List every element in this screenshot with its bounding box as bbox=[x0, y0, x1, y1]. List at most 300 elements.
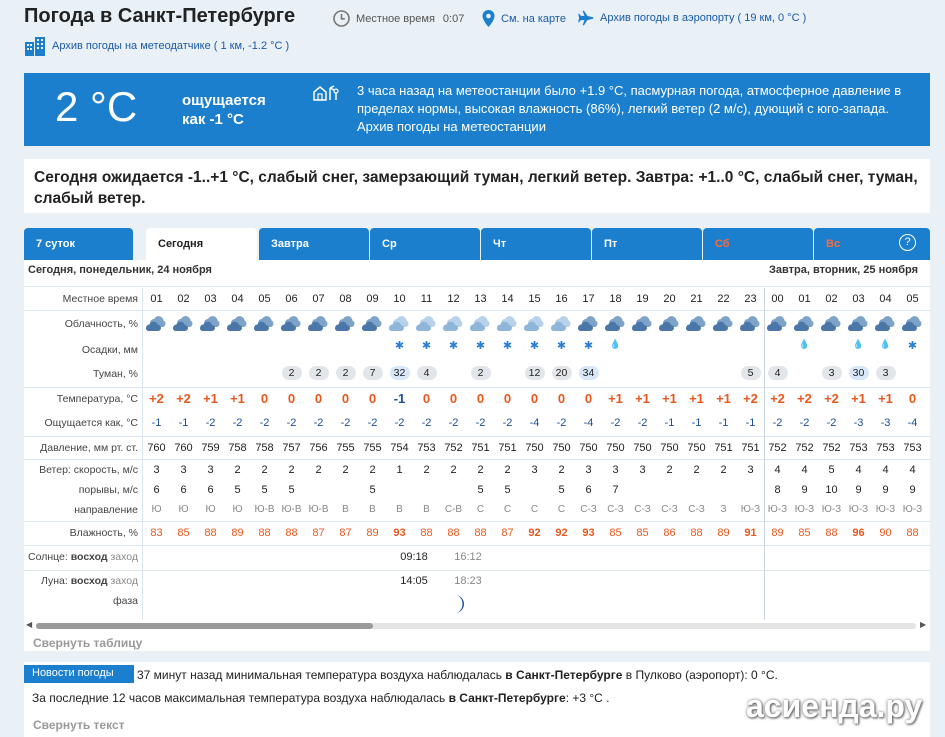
wind-direction-cell: Ю bbox=[205, 504, 216, 515]
row-label-moon bbox=[24, 575, 142, 587]
hour-cell: 01 bbox=[150, 293, 163, 305]
map-link-wrap bbox=[482, 10, 566, 27]
temperature-cell: +2 bbox=[176, 391, 191, 406]
station-link-wrap bbox=[24, 36, 289, 56]
fog-badge: 4 bbox=[417, 366, 437, 380]
overcast-cloud-icon bbox=[360, 313, 385, 333]
fog-cell bbox=[278, 366, 305, 380]
temperature-cell: +1 bbox=[878, 391, 893, 406]
fog-cell bbox=[332, 366, 359, 380]
wind-direction-cell: Ю bbox=[151, 504, 162, 515]
pressure-cell: 758 bbox=[255, 442, 274, 454]
hour-cell: 21 bbox=[690, 293, 703, 305]
wind-direction-cell: С-З bbox=[607, 504, 624, 515]
humidity-cell: 89 bbox=[771, 527, 784, 539]
gusts-cell: 9 bbox=[909, 484, 916, 496]
sunset-time: 16:12 bbox=[454, 551, 482, 563]
pressure-cell: 750 bbox=[687, 442, 706, 454]
overcast-cloud-icon bbox=[792, 313, 817, 333]
hourly-forecast-table bbox=[24, 260, 930, 651]
fog-badge: 30 bbox=[849, 366, 869, 380]
wind-speed-cell: 3 bbox=[612, 464, 619, 476]
humidity-cell: 88 bbox=[285, 527, 298, 539]
temperature-cell: 0 bbox=[422, 391, 431, 406]
wind-speed-cell: 2 bbox=[234, 464, 241, 476]
moon-phase-icon bbox=[448, 594, 464, 614]
gusts-cell: 5 bbox=[504, 484, 511, 496]
moonrise-label: восход bbox=[70, 575, 108, 587]
overcast-cloud-icon bbox=[198, 313, 223, 333]
wind-speed-cell: 2 bbox=[477, 464, 484, 476]
tab-thursday[interactable]: Чт bbox=[481, 228, 591, 260]
station-archive-link[interactable]: Архив погоды на метеодатчике ( 1 км, -1.2 °C ) bbox=[52, 40, 290, 52]
humidity-cell: 91 bbox=[744, 527, 757, 539]
wind-speed-cell: 2 bbox=[558, 464, 565, 476]
temperature-cell: +1 bbox=[608, 391, 623, 406]
fog-cell bbox=[521, 366, 548, 380]
overcast-cloud-icon bbox=[414, 313, 439, 333]
feels-like-cell: -2 bbox=[637, 417, 648, 429]
day-divider bbox=[764, 288, 765, 626]
gusts-cell: 5 bbox=[288, 484, 295, 496]
collapse-table-link[interactable]: Свернуть таблицу bbox=[33, 636, 143, 650]
feels-like-cell: -2 bbox=[367, 417, 378, 429]
hour-cell: 04 bbox=[879, 293, 892, 305]
forecast-summary: Сегодня ожидается -1..+1 °C, слабый снег, замерзающий туман, легкий ветер. Завтра: +1..0 °C, слабый снег, туман, слабый ветер. bbox=[24, 159, 930, 213]
overcast-cloud-icon bbox=[144, 313, 169, 333]
humidity-cell: 93 bbox=[582, 527, 595, 539]
row-divider bbox=[24, 545, 930, 546]
rain-drop-icon: 💧 bbox=[879, 339, 892, 349]
temperature-cell: +1 bbox=[716, 391, 731, 406]
local-time-value: 0:07 bbox=[442, 12, 465, 25]
humidity-cell: 85 bbox=[636, 527, 649, 539]
pressure-cell: 758 bbox=[228, 442, 247, 454]
overcast-cloud-icon bbox=[900, 313, 925, 333]
map-link[interactable]: См. на карте bbox=[501, 12, 566, 25]
fog-badge: 3 bbox=[822, 366, 842, 380]
scroll-thumb[interactable] bbox=[36, 623, 373, 629]
pressure-cell: 753 bbox=[849, 442, 868, 454]
humidity-cell: 85 bbox=[609, 527, 622, 539]
pressure-cell: 752 bbox=[795, 442, 814, 454]
overcast-cloud-icon bbox=[738, 313, 763, 333]
wind-speed-cell: 3 bbox=[180, 464, 187, 476]
hour-cell: 14 bbox=[501, 293, 514, 305]
snow-icon: ✱ bbox=[394, 340, 405, 352]
row-divider bbox=[24, 570, 930, 571]
feels-like-cell: -2 bbox=[772, 417, 783, 429]
feels-like-cell: -1 bbox=[691, 417, 702, 429]
fog-badge: 2 bbox=[309, 366, 329, 380]
humidity-cell: 85 bbox=[177, 527, 190, 539]
fog-badge: 2 bbox=[282, 366, 302, 380]
row-divider bbox=[24, 286, 930, 287]
hour-cell: 07 bbox=[312, 293, 325, 305]
fog-badge: 4 bbox=[768, 366, 788, 380]
overcast-cloud-icon bbox=[171, 313, 196, 333]
hour-cell: 10 bbox=[393, 293, 406, 305]
overcast-cloud-icon bbox=[576, 313, 601, 333]
feels-like-cell: -2 bbox=[286, 417, 297, 429]
moonrise-time: 14:05 bbox=[400, 575, 428, 587]
humidity-cell: 87 bbox=[312, 527, 325, 539]
feels-like-cell: -2 bbox=[205, 417, 216, 429]
snow-icon: ✱ bbox=[529, 340, 540, 352]
fog-badge: 32 bbox=[390, 366, 410, 380]
fog-cell bbox=[359, 366, 386, 380]
feels-like-cell: -2 bbox=[502, 417, 513, 429]
overcast-cloud-icon bbox=[846, 313, 871, 333]
hour-cell: 18 bbox=[609, 293, 622, 305]
pressure-cell: 750 bbox=[525, 442, 544, 454]
fog-cell bbox=[764, 366, 791, 380]
tab-today[interactable]: Сегодня bbox=[146, 228, 257, 262]
airport-archive-link[interactable]: Архив погоды в аэропорту ( 19 км, 0 °C ) bbox=[600, 12, 807, 24]
gusts-cell: 5 bbox=[234, 484, 241, 496]
feels-like-cell: -2 bbox=[421, 417, 432, 429]
fog-badge: 20 bbox=[552, 366, 572, 380]
wind-direction-cell: Ю bbox=[232, 504, 243, 515]
wind-direction-cell: С bbox=[503, 504, 512, 515]
scroll-left-arrow[interactable]: ◀ bbox=[26, 620, 33, 629]
hour-cell: 11 bbox=[420, 293, 433, 305]
hour-cell: 03 bbox=[204, 293, 217, 305]
hour-cell: 04 bbox=[231, 293, 244, 305]
fog-cell bbox=[872, 366, 899, 380]
overcast-cloud-icon bbox=[387, 313, 412, 333]
temperature-cell: -1 bbox=[393, 391, 406, 406]
temperature-cell: +2 bbox=[149, 391, 164, 406]
pressure-cell: 752 bbox=[822, 442, 841, 454]
hour-cell: 01 bbox=[798, 293, 811, 305]
fog-cell bbox=[305, 366, 332, 380]
temperature-cell: +2 bbox=[797, 391, 812, 406]
temperature-cell: 0 bbox=[530, 391, 539, 406]
news-line-2-c: : +3 °C . bbox=[565, 691, 610, 705]
watermark-logo: асиенда.ру bbox=[746, 688, 923, 724]
wind-direction-cell: С-З bbox=[688, 504, 705, 515]
pressure-cell: 755 bbox=[363, 442, 382, 454]
gusts-cell: 5 bbox=[261, 484, 268, 496]
humidity-cell: 90 bbox=[879, 527, 892, 539]
feels-like-cell: -2 bbox=[259, 417, 270, 429]
feels-like-cell: -2 bbox=[610, 417, 621, 429]
temperature-cell: 0 bbox=[503, 391, 512, 406]
wind-direction-cell: С bbox=[530, 504, 539, 515]
fog-badge: 12 bbox=[525, 366, 545, 380]
hour-cell: 15 bbox=[528, 293, 541, 305]
wind-speed-cell: 4 bbox=[774, 464, 781, 476]
sunset-label: заход bbox=[110, 551, 138, 563]
pressure-cell: 754 bbox=[390, 442, 409, 454]
feels-like-cell: -1 bbox=[178, 417, 189, 429]
table-scrollbar[interactable] bbox=[24, 620, 930, 632]
feels-like-cell: -1 bbox=[151, 417, 162, 429]
humidity-cell: 89 bbox=[717, 527, 730, 539]
gusts-cell: 5 bbox=[558, 484, 565, 496]
pressure-cell: 750 bbox=[633, 442, 652, 454]
temperature-cell: +1 bbox=[851, 391, 866, 406]
humidity-cell: 85 bbox=[798, 527, 811, 539]
hour-cell: 02 bbox=[177, 293, 190, 305]
current-weather-panel bbox=[24, 73, 930, 146]
building-icon bbox=[24, 36, 46, 56]
wind-direction-cell: С-З bbox=[580, 504, 597, 515]
pressure-cell: 753 bbox=[903, 442, 922, 454]
wind-speed-cell: 5 bbox=[828, 464, 835, 476]
wind-direction-cell: С bbox=[476, 504, 485, 515]
gusts-cell: 6 bbox=[585, 484, 592, 496]
humidity-cell: 88 bbox=[258, 527, 271, 539]
overcast-cloud-icon bbox=[252, 313, 277, 333]
gusts-cell: 9 bbox=[882, 484, 889, 496]
airplane-icon bbox=[578, 10, 594, 26]
gusts-cell: 7 bbox=[612, 484, 619, 496]
temperature-cell: +1 bbox=[230, 391, 245, 406]
day2-header: Завтра, вторник, 25 ноября bbox=[769, 264, 918, 276]
fog-cell bbox=[818, 366, 845, 380]
pressure-cell: 752 bbox=[768, 442, 787, 454]
moonset-time: 18:23 bbox=[454, 575, 482, 587]
row-label-humidity: Влажность, % bbox=[69, 527, 138, 539]
temperature-cell: 0 bbox=[584, 391, 593, 406]
gusts-cell: 5 bbox=[477, 484, 484, 496]
temperature-cell: 0 bbox=[260, 391, 269, 406]
pressure-cell: 756 bbox=[309, 442, 328, 454]
news-line-2-city: в Санкт-Петербурге bbox=[448, 691, 566, 705]
pressure-cell: 755 bbox=[336, 442, 355, 454]
gusts-cell: 6 bbox=[153, 484, 160, 496]
humidity-cell: 86 bbox=[663, 527, 676, 539]
hour-cell: 05 bbox=[906, 293, 919, 305]
overcast-cloud-icon bbox=[873, 313, 898, 333]
wind-direction-cell: Ю-З bbox=[740, 504, 761, 515]
row-label-precip: Осадки, мм bbox=[81, 344, 138, 356]
news-line-2 bbox=[32, 691, 610, 705]
humidity-cell: 88 bbox=[474, 527, 487, 539]
humidity-cell: 83 bbox=[150, 527, 163, 539]
tab-7-days[interactable]: 7 суток bbox=[24, 228, 133, 260]
snow-icon: ✱ bbox=[556, 340, 567, 352]
wind-speed-cell: 3 bbox=[153, 464, 160, 476]
fog-cell bbox=[467, 366, 494, 380]
fog-badge: 3 bbox=[876, 366, 896, 380]
map-pin-icon bbox=[482, 10, 495, 27]
wind-direction-cell: В bbox=[369, 504, 376, 515]
gusts-cell: 9 bbox=[855, 484, 862, 496]
hour-cell: 08 bbox=[339, 293, 352, 305]
station-archive-link-2[interactable]: Архив погоды на метеостанции bbox=[357, 119, 546, 134]
wind-speed-cell: 2 bbox=[261, 464, 268, 476]
overcast-cloud-icon bbox=[765, 313, 790, 333]
temperature-cell: +1 bbox=[203, 391, 218, 406]
wind-direction-cell: Ю-З bbox=[794, 504, 815, 515]
humidity-cell: 87 bbox=[339, 527, 352, 539]
gusts-cell: 9 bbox=[801, 484, 808, 496]
row-label-sun bbox=[24, 551, 142, 563]
temperature-cell: 0 bbox=[368, 391, 377, 406]
temperature-cell: 0 bbox=[314, 391, 323, 406]
wind-speed-cell: 1 bbox=[396, 464, 403, 476]
pressure-cell: 757 bbox=[282, 442, 301, 454]
moon-prefix: Луна: bbox=[40, 575, 68, 587]
humidity-cell: 88 bbox=[690, 527, 703, 539]
wind-direction-cell: Ю bbox=[178, 504, 189, 515]
current-temp-block bbox=[24, 73, 324, 146]
fog-badge: 2 bbox=[471, 366, 491, 380]
sunrise-label: восход bbox=[70, 551, 108, 563]
feels-like-cell: -1 bbox=[718, 417, 729, 429]
news-line-1 bbox=[137, 668, 778, 682]
feels-like-cell: -2 bbox=[313, 417, 324, 429]
temperature-cell: +1 bbox=[662, 391, 677, 406]
local-time bbox=[333, 10, 464, 27]
temperature-cell: +2 bbox=[770, 391, 785, 406]
tab-saturday[interactable]: Сб bbox=[703, 228, 813, 260]
hour-cell: 03 bbox=[852, 293, 865, 305]
overcast-cloud-icon bbox=[306, 313, 331, 333]
feels-like-line1: ощущается bbox=[182, 92, 266, 109]
observation-text-wrap bbox=[357, 82, 927, 136]
hour-cell: 19 bbox=[636, 293, 649, 305]
feels-like-cell: -2 bbox=[475, 417, 486, 429]
news-line-1-city: в Санкт-Петербурге bbox=[505, 668, 623, 682]
humidity-cell: 88 bbox=[825, 527, 838, 539]
wind-speed-cell: 4 bbox=[801, 464, 808, 476]
snow-icon: ✱ bbox=[475, 340, 486, 352]
fog-badge: 34 bbox=[579, 366, 599, 380]
hour-cell: 00 bbox=[771, 293, 784, 305]
collapse-text-link[interactable]: Свернуть текст bbox=[33, 718, 125, 732]
row-label-gusts: порывы, м/с bbox=[78, 484, 138, 496]
hour-cell: 23 bbox=[744, 293, 757, 305]
temperature-cell: +2 bbox=[824, 391, 839, 406]
wind-direction-cell: Ю-В bbox=[281, 504, 302, 515]
wind-speed-cell: 4 bbox=[909, 464, 916, 476]
pressure-cell: 751 bbox=[741, 442, 760, 454]
wind-speed-cell: 2 bbox=[450, 464, 457, 476]
wind-speed-cell: 2 bbox=[369, 464, 376, 476]
wind-speed-cell: 2 bbox=[720, 464, 727, 476]
wind-speed-cell: 4 bbox=[882, 464, 889, 476]
hour-cell: 16 bbox=[555, 293, 568, 305]
local-time-label: Местное время bbox=[356, 12, 435, 25]
humidity-cell: 87 bbox=[501, 527, 514, 539]
humidity-cell: 88 bbox=[204, 527, 217, 539]
humidity-cell: 88 bbox=[447, 527, 460, 539]
feels-like-cell: -4 bbox=[583, 417, 594, 429]
feels-like-cell: -4 bbox=[529, 417, 540, 429]
wind-speed-cell: 2 bbox=[423, 464, 430, 476]
tab-friday[interactable]: Пт bbox=[592, 228, 702, 260]
snow-icon: ✱ bbox=[502, 340, 513, 352]
temperature-cell: 0 bbox=[557, 391, 566, 406]
wind-speed-cell: 3 bbox=[747, 464, 754, 476]
temperature-cell: +1 bbox=[689, 391, 704, 406]
hour-cell: 05 bbox=[258, 293, 271, 305]
humidity-cell: 88 bbox=[420, 527, 433, 539]
overcast-cloud-icon bbox=[225, 313, 250, 333]
fog-badge: 2 bbox=[336, 366, 356, 380]
wind-direction-cell: С-З bbox=[661, 504, 678, 515]
wind-direction-cell: Ю-В bbox=[308, 504, 329, 515]
day1-header: Сегодня, понедельник, 24 ноября bbox=[28, 264, 212, 276]
fog-cell bbox=[737, 366, 764, 380]
feels-like-cell: -3 bbox=[880, 417, 891, 429]
overcast-cloud-icon bbox=[630, 313, 655, 333]
wind-direction-cell: Ю-З bbox=[848, 504, 869, 515]
row-divider bbox=[24, 387, 930, 388]
wind-direction-cell: Ю-З bbox=[821, 504, 842, 515]
row-label-fog: Туман, % bbox=[93, 368, 138, 380]
feels-like-cell: -2 bbox=[340, 417, 351, 429]
hour-cell: 20 bbox=[663, 293, 676, 305]
pressure-cell: 760 bbox=[147, 442, 166, 454]
gusts-cell: 8 bbox=[774, 484, 781, 496]
overcast-cloud-icon bbox=[495, 313, 520, 333]
pressure-cell: 750 bbox=[552, 442, 571, 454]
gusts-cell: 5 bbox=[369, 484, 376, 496]
wind-direction-cell: Ю-З bbox=[767, 504, 788, 515]
feels-like-cell: -4 bbox=[907, 417, 918, 429]
humidity-cell: 89 bbox=[231, 527, 244, 539]
row-label-temp: Температура, °C bbox=[56, 393, 138, 405]
overcast-cloud-icon bbox=[549, 313, 574, 333]
help-icon[interactable]: ? bbox=[899, 234, 916, 251]
gusts-cell: 10 bbox=[825, 484, 838, 496]
feels-like-line2: как -1 °C bbox=[182, 111, 244, 128]
pressure-cell: 753 bbox=[417, 442, 436, 454]
pressure-cell: 751 bbox=[498, 442, 517, 454]
snow-icon: ✱ bbox=[907, 340, 918, 352]
wind-speed-cell: 2 bbox=[288, 464, 295, 476]
wind-direction-cell: Ю-З bbox=[875, 504, 896, 515]
gusts-cell: 6 bbox=[180, 484, 187, 496]
overcast-cloud-icon bbox=[468, 313, 493, 333]
temperature-cell: +1 bbox=[635, 391, 650, 406]
row-label-cloud: Облачность, % bbox=[64, 318, 138, 330]
tab-tomorrow[interactable]: Завтра bbox=[259, 228, 369, 260]
overcast-cloud-icon bbox=[441, 313, 466, 333]
wind-speed-cell: 2 bbox=[315, 464, 322, 476]
fog-cell bbox=[413, 366, 440, 380]
tab-sunday[interactable]: Вс bbox=[814, 228, 930, 260]
feels-like-cell: -1 bbox=[745, 417, 756, 429]
scroll-right-arrow[interactable]: ▶ bbox=[920, 620, 927, 629]
row-label-pressure: Давление, мм рт. ст. bbox=[40, 442, 138, 454]
humidity-cell: 96 bbox=[852, 527, 865, 539]
hour-cell: 06 bbox=[285, 293, 298, 305]
temperature-cell: 0 bbox=[908, 391, 917, 406]
page-title: Погода в Санкт-Петербурге bbox=[24, 5, 296, 27]
tab-wednesday[interactable]: Ср bbox=[370, 228, 480, 260]
pressure-cell: 753 bbox=[876, 442, 895, 454]
moonset-label: заход bbox=[110, 575, 138, 587]
pressure-cell: 751 bbox=[714, 442, 733, 454]
humidity-cell: 92 bbox=[528, 527, 541, 539]
row-label-feels: Ощущается как, °C bbox=[44, 417, 138, 429]
wind-speed-cell: 3 bbox=[585, 464, 592, 476]
news-tag: Новости погоды bbox=[24, 665, 134, 683]
wind-direction-cell: Ю-В bbox=[254, 504, 275, 515]
fog-cell bbox=[845, 366, 872, 380]
humidity-cell: 93 bbox=[393, 527, 406, 539]
hour-cell: 13 bbox=[474, 293, 487, 305]
sun-prefix: Солнце: bbox=[28, 551, 68, 563]
temperature-cell: 0 bbox=[341, 391, 350, 406]
clock-icon bbox=[333, 10, 350, 27]
